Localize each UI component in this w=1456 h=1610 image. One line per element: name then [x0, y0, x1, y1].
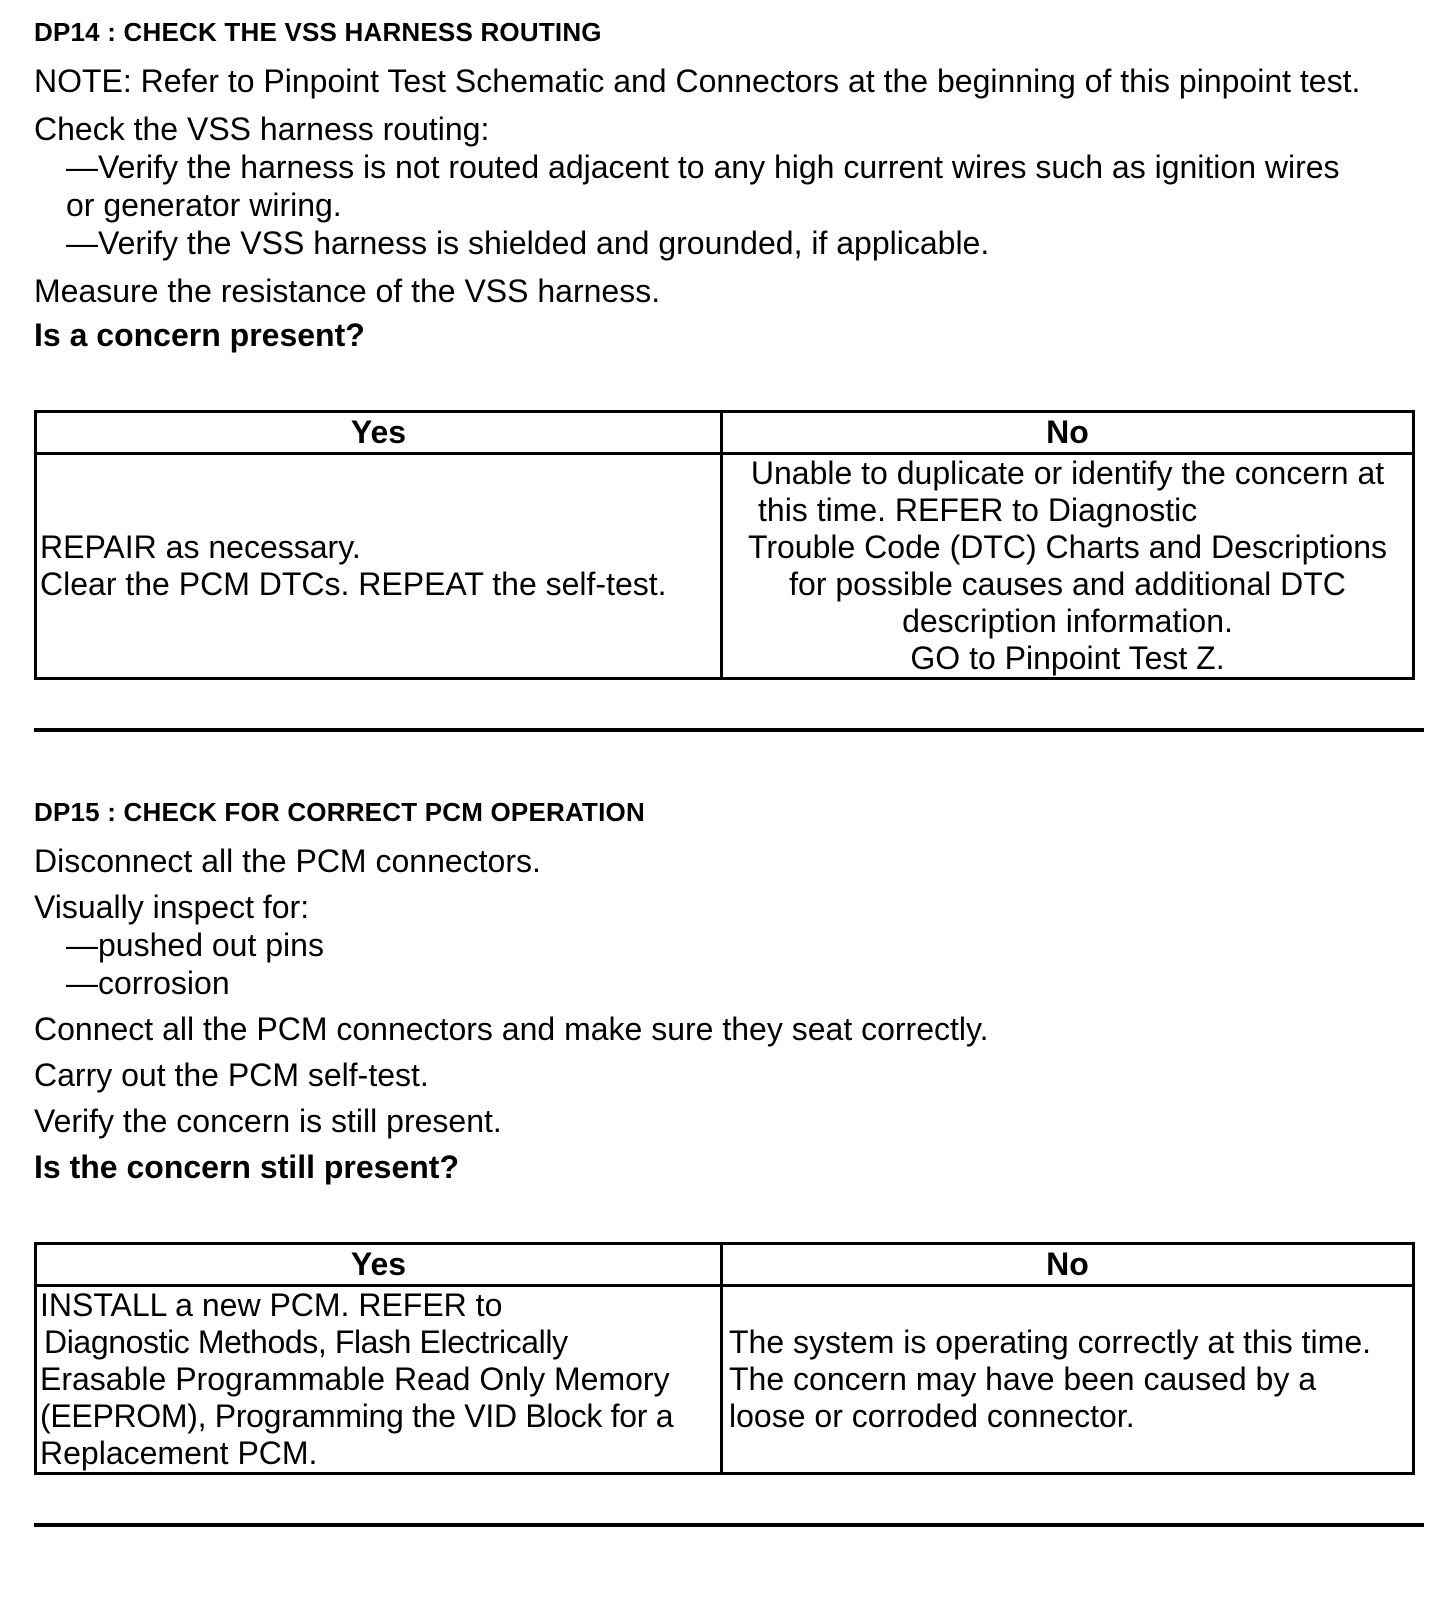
- dp14-no-line: for possible causes and additional DTC: [789, 566, 1346, 602]
- dp14-no-line: this time. REFER to Diagnostic: [758, 492, 1198, 528]
- dp14-section: [34, 14, 1424, 680]
- dp14-yes-cell: [36, 454, 722, 679]
- dp14-no-cell: [722, 454, 1414, 679]
- dp15-step-disconnect: Disconnect all the PCM connectors.: [34, 843, 541, 879]
- dp14-step-check-routing: Check the VSS harness routing:: [34, 111, 490, 147]
- dp15-yes-header: Yes: [36, 1244, 722, 1286]
- dp14-yes-line: REPAIR as necessary.: [40, 529, 361, 565]
- dp15-step-inspect: Visually inspect for:: [34, 889, 310, 925]
- dp15-yes-line: (EEPROM), Programming the VID Block for a: [40, 1398, 674, 1434]
- dp15-bullet-pins: —pushed out pins: [66, 927, 324, 963]
- dp14-bullet-not-adjacent: —Verify the harness is not routed adjacent to any high current wires such as ignition wires or generator wiring.: [66, 149, 1340, 223]
- dp15-step-verify: Verify the concern is still present.: [34, 1103, 502, 1139]
- dp14-question: Is a concern present?: [34, 317, 365, 353]
- dp14-no-line: GO to Pinpoint Test Z.: [910, 640, 1225, 676]
- section-divider: [34, 728, 1424, 732]
- dp15-section: [34, 794, 1424, 1475]
- dp15-step-self-test: Carry out the PCM self-test.: [34, 1057, 429, 1093]
- dp15-yes-line: Erasable Programmable Read Only Memory: [40, 1361, 670, 1397]
- dp15-bullet-corrosion: —corrosion: [66, 965, 230, 1001]
- dp14-no-line: description information.: [902, 603, 1233, 639]
- section-divider: [34, 1523, 1424, 1527]
- document-page: [34, 14, 1424, 1527]
- dp15-heading: DP15 : CHECK FOR CORRECT PCM OPERATION: [34, 797, 645, 827]
- dp15-question: Is the concern still present?: [34, 1149, 459, 1185]
- dp14-no-line: Trouble Code (DTC) Charts and Descriptions: [747, 529, 1388, 565]
- dp14-yes-header: Yes: [36, 412, 722, 454]
- dp15-yes-no-table: [34, 1242, 1415, 1475]
- dp15-no-line: The concern may have been caused by a: [729, 1361, 1317, 1397]
- dp15-no-cell: [722, 1286, 1414, 1474]
- dp15-yes-cell: [36, 1286, 722, 1474]
- dp14-no-header: No: [722, 412, 1414, 454]
- dp15-no-line: The system is operating correctly at this time.: [729, 1324, 1371, 1360]
- dp15-no-header: No: [722, 1244, 1414, 1286]
- dp14-bullet-shielded: —Verify the VSS harness is shielded and grounded, if applicable.: [66, 225, 990, 261]
- dp14-note: NOTE: Refer to Pinpoint Test Schematic and Connectors at the beginning of this pinpoint test.: [34, 63, 1361, 99]
- dp14-yes-line: Clear the PCM DTCs. REPEAT the self-test.: [40, 566, 667, 602]
- dp15-yes-line: INSTALL a new PCM. REFER to: [40, 1287, 503, 1323]
- dp14-no-line: Unable to duplicate or identify the concern at: [750, 455, 1385, 491]
- dp15-no-line: loose or corroded connector.: [729, 1398, 1135, 1434]
- dp14-step-measure: Measure the resistance of the VSS harness.: [34, 273, 661, 309]
- dp15-step-connect: Connect all the PCM connectors and make sure they seat correctly.: [34, 1011, 989, 1047]
- dp15-yes-line: Replacement PCM.: [40, 1435, 318, 1471]
- dp14-heading: DP14 : CHECK THE VSS HARNESS ROUTING: [34, 17, 602, 47]
- dp14-yes-no-table: [34, 410, 1415, 680]
- dp15-yes-line: Diagnostic Methods, Flash Electrically: [44, 1324, 568, 1360]
